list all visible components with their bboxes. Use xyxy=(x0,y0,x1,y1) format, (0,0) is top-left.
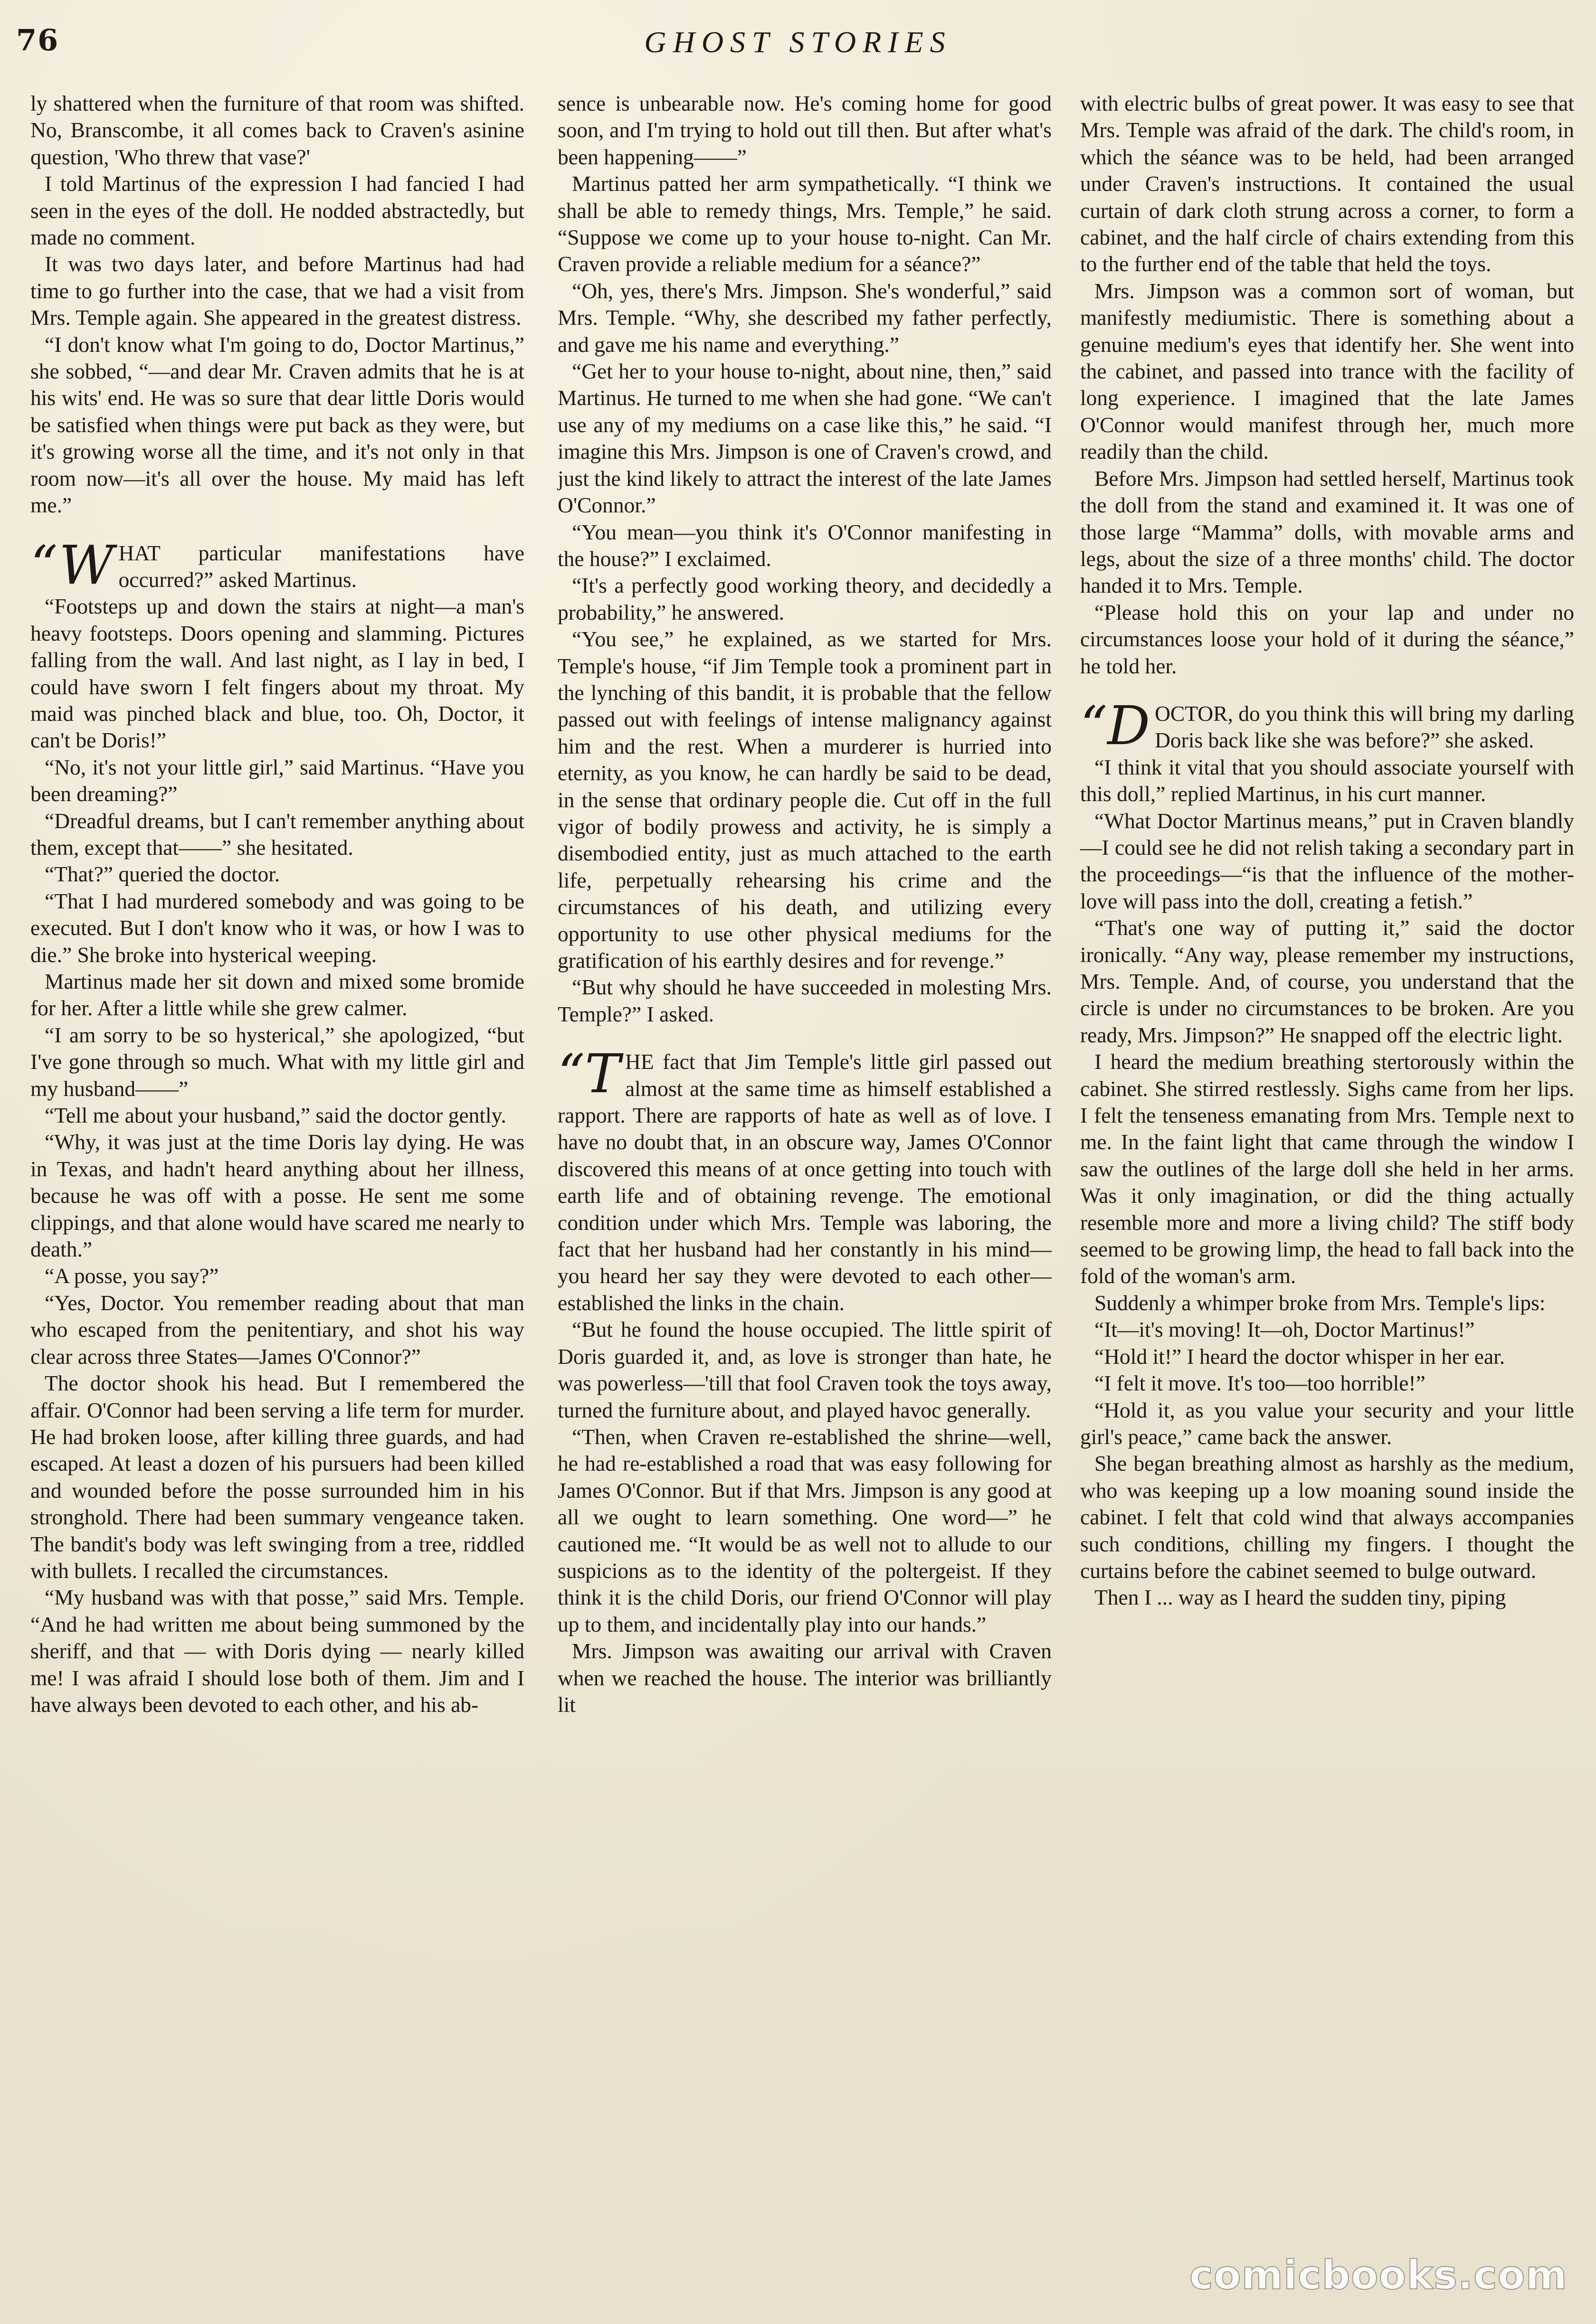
paragraph: “I felt it move. It's too—too horrible!” xyxy=(1094,1371,1425,1396)
paragraph: with electric bulbs of great power. It was easy to see that Mrs. Temple was afraid of the dark. The child's room, in which the séance was to be held, had been arranged under Craven's instructions. It contained the usual curtain of dark cloth strung across a corner, to form a cabinet, and the half circle of chairs extending from this to the further end of the table that held the toys. xyxy=(1080,91,1574,276)
paragraph: “That?” queried the doctor. xyxy=(45,862,280,887)
paragraph: The doctor shook his head. But I remembered the affair. O'Connor had been serving a life term for murder. He had broken loose, after killing three guards, and had escaped. At least a dozen of his pursuers had been killed and wounded before the posse surrounded him in his stronghold. There had been summary vengeance taken. The bandit's body was left swinging from a tree, riddled with bullets. I recalled the circumstances. xyxy=(30,1371,524,1583)
column-3 xyxy=(1080,90,1574,2303)
paragraph: “My husband was with that posse,” said Mrs. Temple. “And he had written me about being summoned by the sheriff, and that — with Doris dying — nearly killed me! I was afraid I should lose both of them. Jim and I have always been devoted to each other, and his ab- xyxy=(30,1585,524,1717)
paragraph: “A posse, you say?” xyxy=(45,1264,219,1288)
paragraph: “You see,” he explained, as we started for Mrs. Temple's house, “if Jim Temple took a prominent part in the lynching of this bandit, it is probable that the fellow passed out with feelings of intense malignancy against him and the rest. When a murderer is hurried into eternity, as you know, he can hardly be said to be dead, in the sense that ordinary people die. Cut off in the full vigor of bodily prowess and activity, he is simply a disembodied entity, just as much attached to the earth life, perpetually rehearsing his crime and the circumstances of his death, and utilizing every opportunity to use other physical mediums for the gratification of his earthly desires and for revenge.” xyxy=(558,627,1052,973)
paragraph: Suddenly a whimper broke from Mrs. Temple's lips: xyxy=(1094,1290,1546,1315)
paragraph: “But why should he have succeeded in molesting Mrs. Temple?” I asked. xyxy=(558,975,1052,1026)
running-title: GHOST STORIES xyxy=(644,25,952,59)
paragraph: “I am sorry to be so hysterical,” she apologized, “but I've gone through so much. What with my little girl and my husband——” xyxy=(30,1022,524,1101)
section-opening-paragraph xyxy=(558,1043,1052,1316)
paragraph: “Then, when Craven re-established the shrine—well, he had re-established a road that was easy following for James O'Connor. But if that Mrs. Jimpson is any good at all we ought to learn something. One word—” he cautioned me. “It would be as well not to allude to our suspicions as to the identity of the poltergeist. If they think it is the child Doris, our friend O'Connor will play up to them, and incidentally play into our hands.” xyxy=(558,1424,1052,1636)
paragraph-text: HE fact that Jim Temple's little girl passed out almost at the same time as himself established a rapport. There are rapports of hate as well as of love. I have no doubt that, in an obscure way, James O'Connor discovered this means of at once getting into touch with earth life and of obtaining revenge. The emotional condition under which Mrs. Temple was laboring, the fact that her husband had her constantly in his mind—you heard her say they were devoted to each other—established the links in the chain. xyxy=(558,1049,1052,1315)
paragraph: “Hold it!” I heard the doctor whisper in her ear. xyxy=(1094,1344,1505,1369)
paragraph: “Tell me about your husband,” said the doctor gently. xyxy=(45,1103,506,1128)
paragraph: “But he found the house occupied. The little spirit of Doris guarded it, and, as love is stronger than hate, he was powerless—'till that fool Craven took the toys away, turned the furniture about, and played havoc generally. xyxy=(558,1317,1052,1422)
paragraph: “Please hold this on your lap and under no circumstances loose your hold of it during the séance,” he told her. xyxy=(1080,600,1574,678)
paragraph: “Footsteps up and down the stairs at night—a man's heavy footsteps. Doors opening and slamming. Pictures falling from the wall. And last night, as I lay in bed, I could have sworn I felt fingers about my throat. My maid was pinched black and blue, too. Oh, Doctor, it can't be Doris!” xyxy=(30,594,524,753)
page-number: 76 xyxy=(16,23,59,57)
section-opening-paragraph xyxy=(30,534,524,596)
drop-cap: “W xyxy=(30,534,114,596)
paragraph: Then I ... way as I heard the sudden tiny, piping xyxy=(1094,1585,1506,1610)
drop-cap: “D xyxy=(1080,695,1150,757)
paragraph-text: HAT particular manifestations have occurred?” asked Martinus. xyxy=(118,540,524,592)
paragraph: “I think it vital that you should associate yourself with this doll,” replied Martinus, in his curt manner. xyxy=(1080,755,1574,806)
drop-cap: “T xyxy=(558,1043,620,1105)
paragraph: sence is unbearable now. He's coming home for good soon, and I'm trying to hold out till then. But after what's been happening——” xyxy=(558,91,1052,169)
paragraph: ly shattered when the furniture of that room was shifted. No, Branscombe, it all comes back to Craven's asinine question, 'Who threw that vase?' xyxy=(30,91,524,169)
paragraph: “That I had murdered somebody and was going to be executed. But I don't know who it was, or how I was to die.” She broke into hysterical weeping. xyxy=(30,888,524,967)
section-opening-paragraph xyxy=(1080,695,1574,757)
paragraph: “Yes, Doctor. You remember reading about that man who escaped from the penitentiary, and shot his way clear across three States—James O'Connor?” xyxy=(30,1290,524,1369)
paragraph: I told Martinus of the expression I had fancied I had seen in the eyes of the doll. He nodded abstractedly, but made no comment. xyxy=(30,171,524,250)
paragraph: She began breathing almost as harshly as the medium, who was keeping up a low moaning sound inside the cabinet. I felt that cold wind that always accompanies such conditions, chilling my fingers. I thought the curtains before the cabinet seemed to bulge outward. xyxy=(1080,1451,1574,1583)
paragraph: I heard the medium breathing stertorously within the cabinet. She stirred restlessly. Sighs came from her lips. I felt the tenseness emanating from Mrs. Temple next to me. In the faint light that came through the window I saw the outlines of the large doll she held in her arms. Was it only imagination, or did the thing actually resemble more and more a living child? The stiff body seemed to be growing limp, the head to fall back into the fold of the woman's arm. xyxy=(1080,1049,1574,1288)
page-header xyxy=(0,23,1596,66)
paragraph: Before Mrs. Jimpson had settled herself, Martinus took the doll from the stand and examined it. It was one of those large “Mamma” dolls, with movable arms and legs, about the size of a three months' child. The doctor handed it to Mrs. Temple. xyxy=(1080,466,1574,598)
paragraph: Martinus made her sit down and mixed some bromide for her. After a little while she grew calmer. xyxy=(30,969,524,1020)
paragraph: “Why, it was just at the time Doris lay dying. He was in Texas, and hadn't heard anything about her illness, because he was off with a posse. He sent me some clippings, and that alone would have scared me nearly to death.” xyxy=(30,1130,524,1262)
column-2 xyxy=(558,90,1052,2303)
column-1 xyxy=(30,90,524,2303)
paragraph: “Hold it, as you value your security and your little girl's peace,” came back the answer. xyxy=(1080,1398,1574,1449)
paragraph: “What Doctor Martinus means,” put in Craven blandly—I could see he did not relish taking a secondary part in the proceedings—“is that the influence of the mother-love will pass into the doll, creating a fetish.” xyxy=(1080,808,1574,913)
paragraph: “Get her to your house to-night, about nine, then,” said Martinus. He turned to me when she had gone. “We can't use any of my mediums on a case like this,” he said. “I imagine this Mrs. Jimpson is one of Craven's crowd, and just the kind likely to attract the interest of the late James O'Connor.” xyxy=(558,359,1052,518)
paragraph: Martinus patted her arm sympathetically. “I think we shall be able to remedy things, Mrs. Temple,” he said. “Suppose we come up to your house to-night. Can Mr. Craven provide a reliable medium for a séance?” xyxy=(558,171,1052,276)
paragraph: “That's one way of putting it,” said the doctor ironically. “Any way, please remember my instructions, Mrs. Temple. And, of course, you understand that the circle is under no circumstances to be broken. Are you ready, Mrs. Jimpson?” He snapped off the electric light. xyxy=(1080,916,1574,1047)
paragraph-text: OCTOR, do you think this will bring my darling Doris back like she was before?” she asked. xyxy=(1155,701,1574,753)
paragraph: “You mean—you think it's O'Connor manifesting in the house?” I exclaimed. xyxy=(558,520,1052,571)
paragraph: “Oh, yes, there's Mrs. Jimpson. She's wonderful,” said Mrs. Temple. “Why, she described my father perfectly, and gave me his name and everything.” xyxy=(558,278,1052,357)
paragraph: “It—it's moving! It—oh, Doctor Martinus!” xyxy=(1094,1317,1475,1342)
paragraph: “No, it's not your little girl,” said Martinus. “Have you been dreaming?” xyxy=(30,755,524,806)
paragraph: “It's a perfectly good working theory, and decidedly a probability,” he answered. xyxy=(558,573,1052,624)
text-columns xyxy=(30,90,1574,2303)
paragraph: It was two days later, and before Martinus had had time to go further into the case, that we had a visit from Mrs. Temple again. She appeared in the greatest distress. xyxy=(30,252,524,330)
paragraph: Mrs. Jimpson was a common sort of woman, but manifestly mediumistic. There is something about a genuine medium's eyes that identify her. She went into the cabinet, and passed into trance with the facility of long experience. I imagined that the late James O'Connor would manifest through her, much more readily than the child. xyxy=(1080,278,1574,464)
paragraph: “Dreadful dreams, but I can't remember anything about them, except that——” she hesitated. xyxy=(30,808,524,860)
paragraph: “I don't know what I'm going to do, Doctor Martinus,” she sobbed, “—and dear Mr. Craven admits that he is at his wits' end. He was so sure that dear little Doris would be satisfied when things were put back as they were, but it's growing worse all the time, and it's not only in that room now—it's all over the house. My maid has left me.” xyxy=(30,332,524,518)
paragraph: Mrs. Jimpson was awaiting our arrival with Craven when we reached the house. The interior was brilliantly lit xyxy=(558,1639,1052,1717)
site-watermark: comicbooks.com xyxy=(1189,2252,1568,2298)
